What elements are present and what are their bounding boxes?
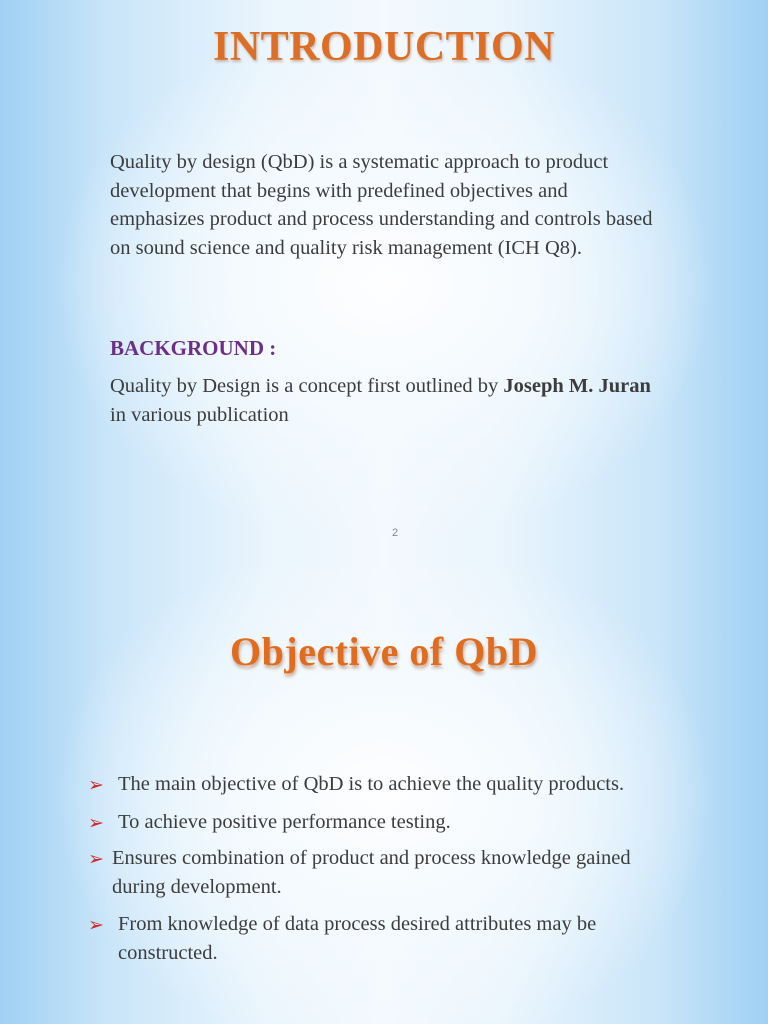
list-item — [88, 910, 688, 967]
background-paragraph — [110, 372, 655, 429]
list-item-text: The main objective of QbD is to achieve the quality products. — [118, 773, 625, 795]
slide-title: INTRODUCTION — [212, 24, 556, 70]
list-item — [88, 844, 688, 901]
objective-list — [88, 770, 688, 975]
author-name: Joseph M. Juran — [503, 375, 651, 397]
arrowhead-icon: ➢ — [88, 914, 104, 936]
list-item-text: To achieve positive performance testing. — [118, 810, 451, 833]
arrowhead-icon: ➢ — [88, 848, 104, 870]
intro-paragraph: Quality by design (QbD) is a systematic approach to product development that begins with predefined objectives and emphasizes product and process understanding and controls based on sound science and quality risk management (ICH Q8). — [110, 151, 653, 259]
list-item — [88, 808, 688, 837]
slide-objective — [0, 568, 768, 1024]
arrowhead-icon: ➢ — [88, 811, 104, 834]
list-item-text: From knowledge of data process desired attributes may be constructed. — [118, 913, 597, 964]
arrowhead-icon: ➢ — [88, 774, 104, 796]
slide-title: Objective of QbD — [230, 629, 538, 674]
page-number: 2 — [392, 527, 399, 539]
list-item — [88, 770, 688, 799]
background-heading: BACKGROUND : — [110, 336, 277, 360]
background-text-start: Quality by Design is a concept first outlined by — [110, 375, 504, 397]
background-text-end: in various publication — [110, 403, 289, 426]
list-item-text: Ensures combination of product and process knowledge gained during development. — [112, 847, 631, 898]
